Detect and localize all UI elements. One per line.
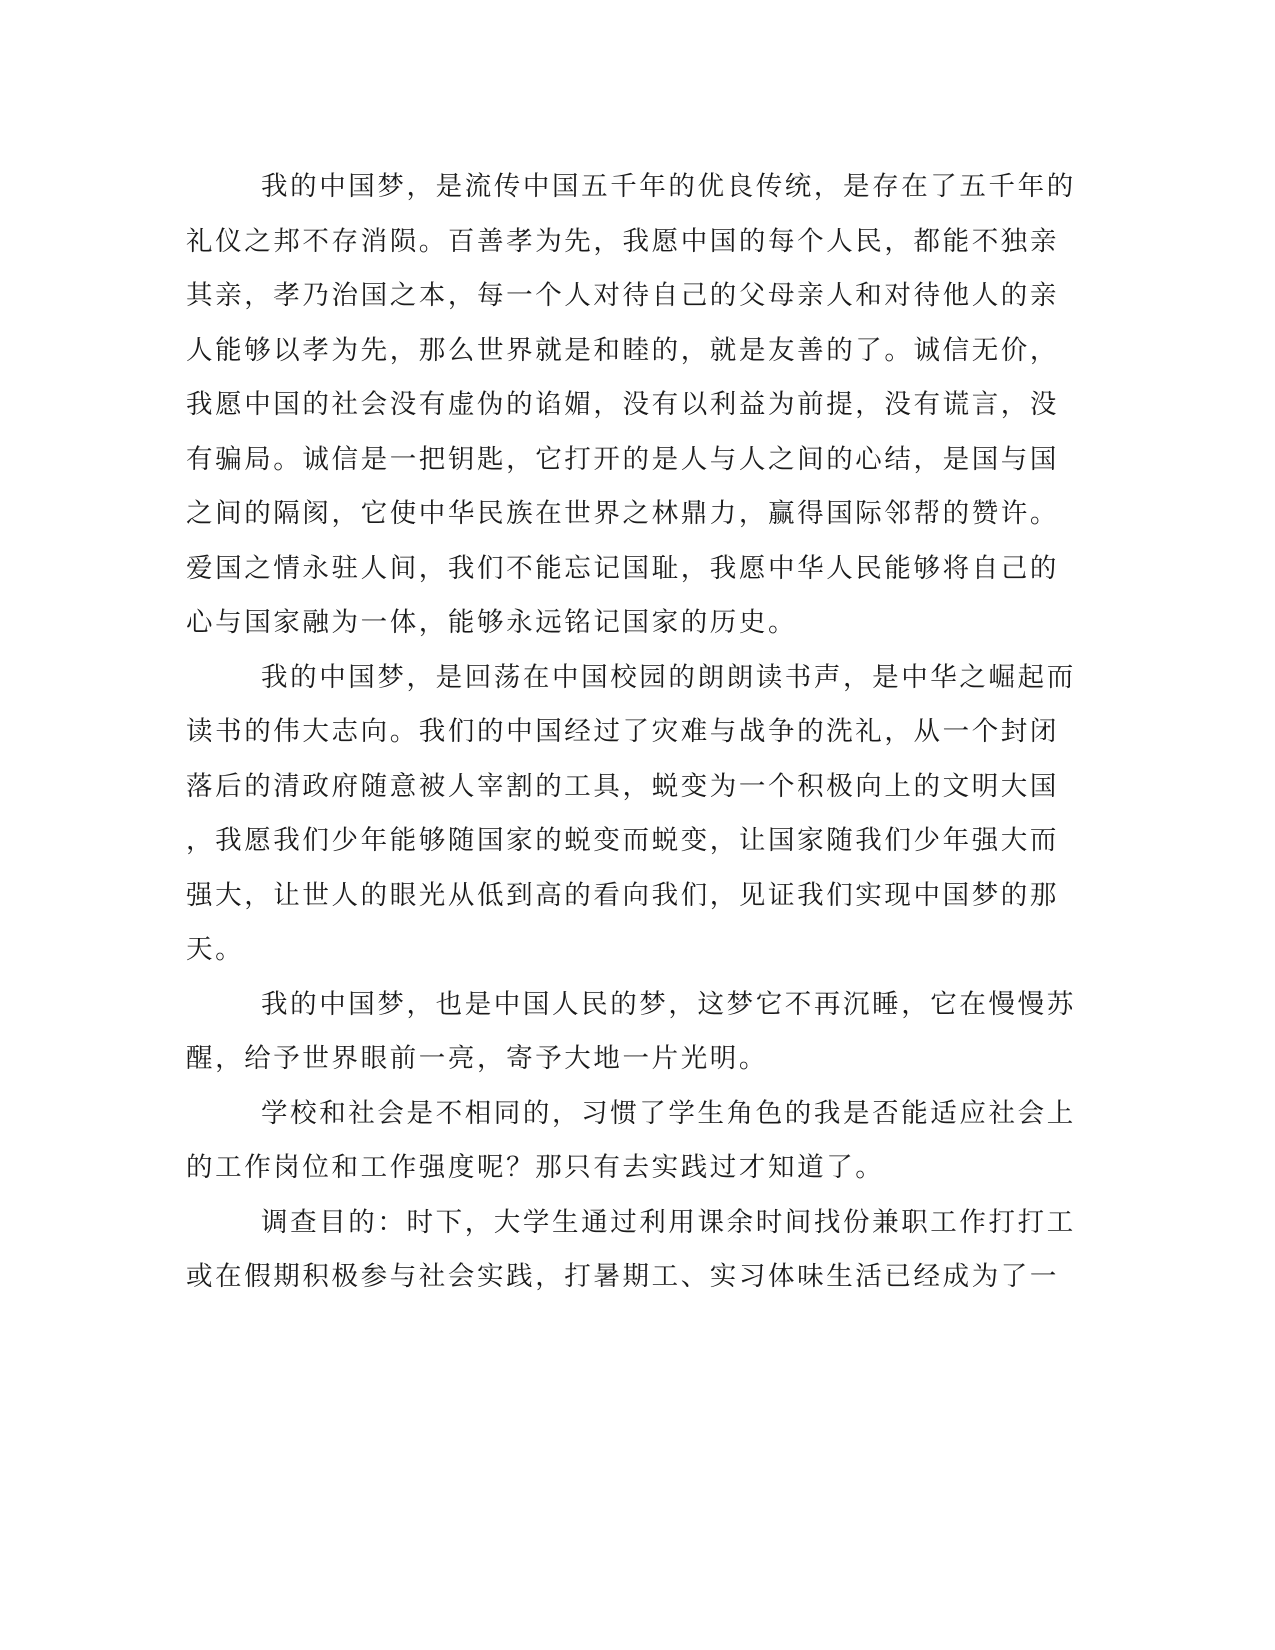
paragraph-line: 调查目的：时下，大学生通过利用课余时间找份兼职工作打打工 xyxy=(261,1206,1076,1238)
paragraph-line: ，我愿我们少年能够随国家的蜕变而蜕变，让国家随我们少年强大而 xyxy=(186,825,1059,856)
paragraph-line: 读书的伟大志向。我们的中国经过了灾难与战争的洗礼，从一个封闭 xyxy=(186,716,1059,747)
paragraph-line: 其亲，孝乃治国之本，每一个人对待自己的父母亲人和对待他人的亲 xyxy=(186,280,1059,311)
paragraph-line: 之间的隔阂，它使中华民族在世界之林鼎力，赢得国际邻帮的赞许。 xyxy=(186,498,1059,529)
document-body xyxy=(186,160,1076,1305)
paragraph-line: 有骗局。诚信是一把钥匙，它打开的是人与人之间的心结，是国与国 xyxy=(186,443,1059,475)
paragraph-chinese-dream-tradition xyxy=(186,160,1076,651)
paragraph-line: 强大，让世人的眼光从低到高的看向我们，见证我们实现中国梦的那 xyxy=(186,879,1059,911)
paragraph-line: 我愿中国的社会没有虚伪的谄媚，没有以利益为前提，没有谎言，没 xyxy=(186,389,1059,420)
paragraph-line: 我的中国梦，是流传中国五千年的优良传统，是存在了五千年的 xyxy=(261,171,1076,202)
paragraph-line: 爱国之情永驻人间，我们不能忘记国耻，我愿中华人民能够将自己的 xyxy=(186,552,1059,584)
paragraph-line: 落后的清政府随意被人宰割的工具，蜕变为一个积极向上的文明大国 xyxy=(186,770,1059,802)
paragraph-line: 天。 xyxy=(186,934,245,965)
paragraph-line: 的工作岗位和工作强度呢？那只有去实践过才知道了。 xyxy=(186,1152,885,1183)
paragraph-line: 或在假期积极参与社会实践，打暑期工、实习体味生活已经成为了一 xyxy=(186,1261,1059,1292)
paragraph-school-and-society xyxy=(186,1087,1076,1196)
paragraph-line: 我的中国梦，是回荡在中国校园的朗朗读书声，是中华之崛起而 xyxy=(261,661,1076,693)
paragraph-line: 学校和社会是不相同的，习惯了学生角色的我是否能适应社会上 xyxy=(261,1097,1076,1129)
paragraph-survey-purpose xyxy=(186,1196,1076,1305)
paragraph-chinese-dream-people xyxy=(186,978,1076,1087)
paragraph-line: 心与国家融为一体，能够永远铭记国家的历史。 xyxy=(186,607,798,638)
paragraph-line: 礼仪之邦不存消陨。百善孝为先，我愿中国的每个人民，都能不独亲 xyxy=(186,225,1059,257)
paragraph-chinese-dream-study xyxy=(186,651,1076,978)
paragraph-line: 人能够以孝为先，那么世界就是和睦的，就是友善的了。诚信无价， xyxy=(186,334,1059,366)
paragraph-line: 我的中国梦，也是中国人民的梦，这梦它不再沉睡，它在慢慢苏 xyxy=(261,988,1076,1020)
paragraph-line: 醒，给予世界眼前一亮，寄予大地一片光明。 xyxy=(186,1043,768,1074)
